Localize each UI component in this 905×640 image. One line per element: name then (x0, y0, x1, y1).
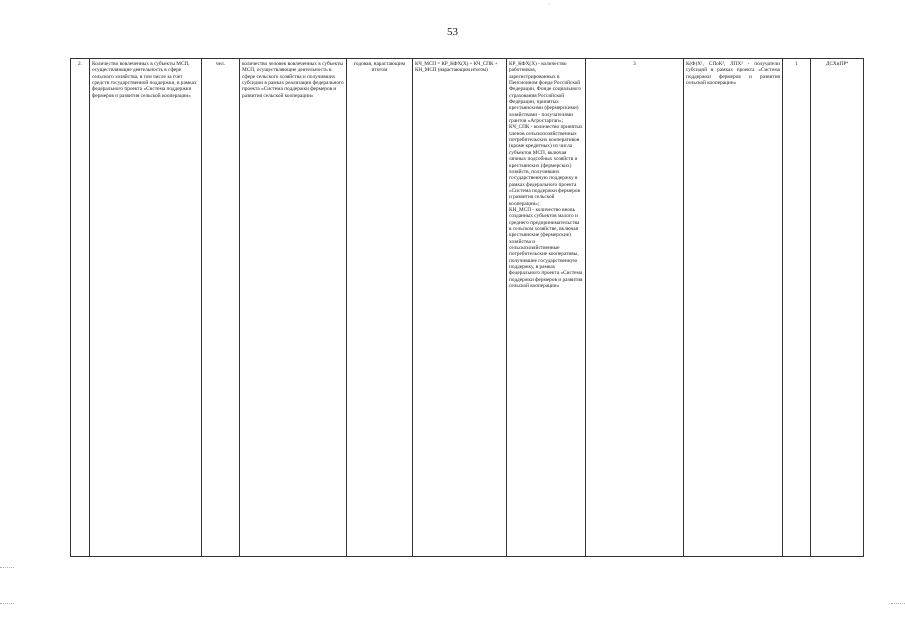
page-number: 53 (447, 26, 458, 38)
scan-edge-mark (891, 603, 905, 604)
indicator-table (70, 58, 864, 557)
scan-edge-mark (0, 603, 14, 604)
formula-explanation: КР_КФХ(Х) - количество работников, зарегистрированных в Пенсионном фонде Российской Федерации, Фонде социального страхования Российской Федерации, принятых крестьянскими (фермерскими) хозяйствами - получателями грантов «Агростартап»; КЧ_СПК - количество принятых членов сельскохозяйственных потребительских кооперативов (кроме кредитных) из числа субъектов МСП, включая личных подсобных хозяйств и крестьянских (фермерских) хозяйств, получивших государственную поддержку в рамках федерального проекта «Система поддержки фермеров и развития сельской кооперации»; КН_МСП - количество вновь созданных субъектов малого и среднего предпринимательства в сельском хозяйстве, включая крестьянские (фермерские) хозяйства и сельскохозяйственные потребительские кооперативы, получившие государственную поддержку, в рамках федерального проекта «Система поддержки фермеров и развития сельской кооперации» (507, 59, 586, 557)
scan-artifact: · (548, 2, 550, 8)
indicator-name: Количество вовлеченных в субъекты МСП, осуществляющие деятельность в сфере сельского хозяйства, в том числе за счет средств государственной поддержки, в рамках федерального проекта «Система поддержки фермеров и развития сельской кооперации» (90, 59, 202, 557)
scan-edge-mark (0, 567, 14, 568)
row-number: 2. (71, 59, 90, 557)
periodicity: годовая, нарастающим итогом (347, 59, 413, 557)
aggregation-level: 1 (783, 59, 811, 557)
data-source: К(Ф)Х¹, СПоК², ЛПХ³ - получатели субсидий в рамках проекта «Система поддержки фермеров и развития сельской кооперации» (684, 59, 783, 557)
responsible-department: ДСХиПР⁴ (811, 59, 864, 557)
indicator-definition: количество человек вовлеченных в субъекты МСП, осуществляющие деятельность в сфере сельского хозяйства и получивших субсидии в рамках реализации федерального проекта «Система поддержки фермеров и развития сельской кооперации» (240, 59, 347, 557)
table-row (71, 59, 864, 557)
calculation-method: 3 (586, 59, 684, 557)
unit-of-measure: чел. (202, 59, 240, 557)
calculation-formula: КЧ_МСП = КР_КФХ(Х) + КЧ_СПК + КН_МСП (нарастающим итогом) (413, 59, 507, 557)
